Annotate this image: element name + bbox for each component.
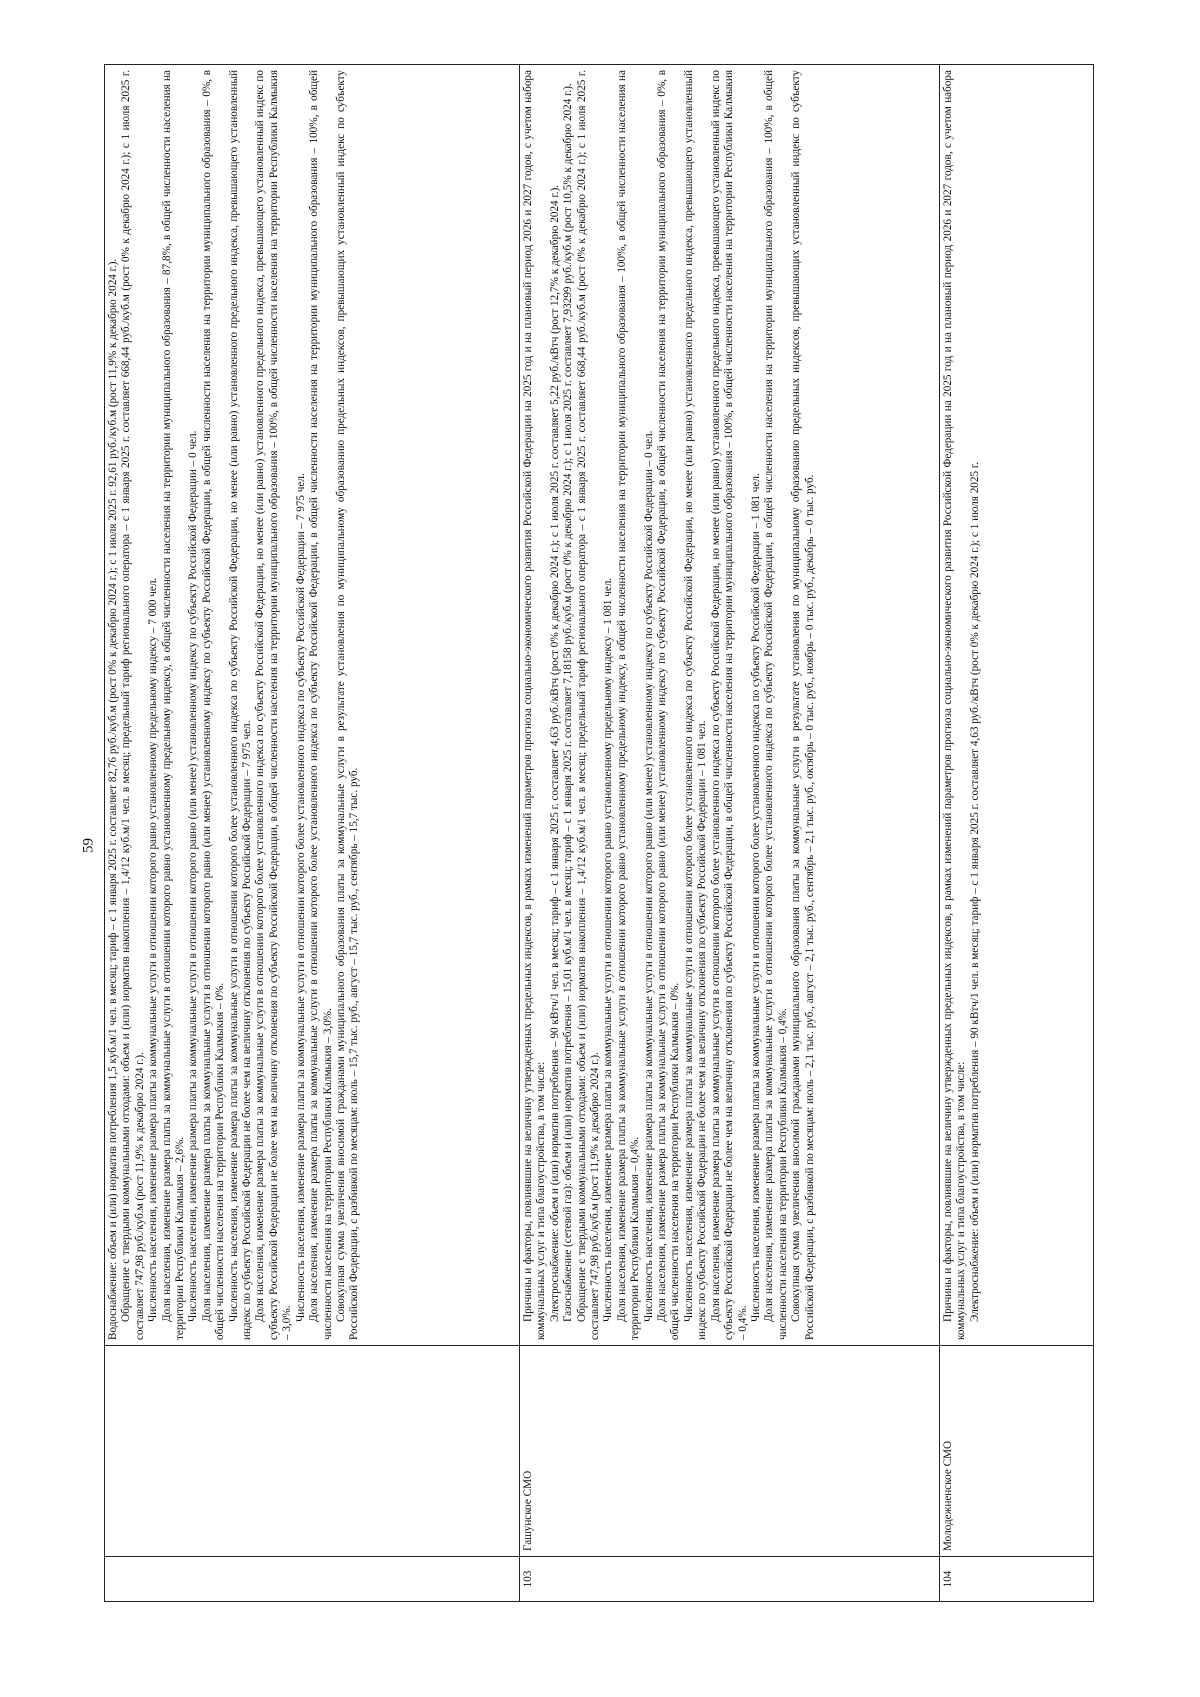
paragraph: Причины и факторы, повлиявшие на величину утвержденных предельных индексов, в рамках изменений параметров прогноза социально-экономического развития Российской Федерации на 2025 год и на плановый период 2026 и 2027 годов, с учетом набора коммунальных услуг и типа благоустройства, в том числе: xyxy=(942,70,968,1340)
paragraph: Водоснабжение: объем и (или) норматив потребления 1,5 куб.м/1 чел. в месяц; тариф – с 1 января 2025 г. составляет 82,76 руб./куб.м (рост 0% к декабрю 2024 г.); с 1 июля 2025 г. 92,61 руб./куб.м (рост 11,9% к декабрю 2024 г.). xyxy=(107,258,119,1340)
municipality-name-cell: Молодежненское СМО xyxy=(940,1346,1094,1557)
paragraph: Численность населения, изменение размера платы за коммунальные услуги в отношении которого равно (или менее) установленному индексу по субъекту Российской Федерации – 0 чел. xyxy=(187,430,200,1322)
paragraph: Численность населения, изменение размера платы за коммунальные услуги в отношении которого более установленного индекса по субъекту Российской Федерации – 1 081 чел. xyxy=(749,473,762,1322)
paragraph: Доля населения, изменение размера платы за коммунальные услуги в отношении которого равно (или менее) установленному индексу по субъекту Российской Федерации, в общей численности населения на территории муниципального образования – 0%, в общей численности населения на территории Республики Калмыкия – 0%. xyxy=(656,70,682,1340)
table-row xyxy=(940,65,1094,1602)
description-cell xyxy=(940,65,1094,1346)
paragraph: Электроснабжение: объем и (или) норматив потребления – 90 кВтч/1 чел. в месяц; тариф – с 1 января 2025 г. составляет 4,63 руб./кВтч (рост 0% к декабрю 2024 г.); с 1 июля 2025 г. составляет 5,22 руб./кВтч (рост 12,7% к декабрю 2024 г.). xyxy=(548,184,561,1322)
paragraph: Численность населения, изменение размера платы за коммунальные услуги в отношении которого равно (или менее) установленному индексу по субъекту Российской Федерации – 0 чел. xyxy=(642,430,655,1322)
paragraph: Численность населения, изменение размера платы за коммунальные услуги в отношении которого равно установленному предельному индексу – 7 000 чел. xyxy=(147,577,160,1322)
row-number-cell: 104 xyxy=(940,1557,1094,1602)
paragraph: Газоснабжение (сетевой газ): объем и (или) норматив потребления – 15,01 куб.м/1 чел. в месяц; тариф – с 1 января 2025 г. составляет 7,18158 руб./куб.м (рост 0% к декабрю 2024 г.); с 1 июля 2025 г. составляет 7,93299 руб./куб.м (рост 10,5% к декабрю 2024 г.). xyxy=(562,83,575,1322)
row-number-cell xyxy=(105,1557,520,1602)
paragraph: Доля населения, изменение размера платы за коммунальные услуги в отношении которого более установленного индекса по субъекту Российской Федерации, но менее (или равно) установленного предельного индекса, превышающего установленный индекс по субъекту Российской Федерации не более чем на величину отклонения по субъекту Российской Федерации, в общей численности населения на территории муниципального образования – 100%, в общей численности населения на территории Республики Калмыкия – 3,0%. xyxy=(254,70,294,1340)
paragraph: Численность населения, изменение размера платы за коммунальные услуги в отношении которого более установленного индекса по субъекту Российской Федерации, но менее (или равно) установленного предельного индекса, превышающего установленный индекс по субъекту Российской Федерации не более чем на величину отклонения по субъекту Российской Федерации – 7 975 чел. xyxy=(227,70,254,1340)
row-number-cell: 103 xyxy=(520,1557,940,1602)
paragraph: Численность населения, изменение размера платы за коммунальные услуги в отношении которого равно установленному предельному индексу – 1 081 чел. xyxy=(602,577,615,1322)
paragraph: Доля населения, изменение размера платы за коммунальные услуги в отношении которого равно установленному предельному индексу, в общей численности населения на территории муниципального образования – 100%, в общей численности населения на территории Республики Калмыкия – 0,4%. xyxy=(615,70,642,1340)
paragraph: Обращение с твердыми коммунальными отходами: объем и (или) норматив накопления – 1,4/12 куб.м/1 чел. в месяц; предельный тариф регионального оператора – с 1 января 2025 г. составляет 668,44 руб./куб.м (рост 0% к декабрю 2024 г.); с 1 июля 2025 г. составляет 747,98 руб./куб.м (рост 11,9% к декабрю 2024 г.). xyxy=(575,70,602,1340)
paragraph: Доля населения, изменение размера платы за коммунальные услуги в отношении которого равно установленному предельному индексу, в общей численности населения на территории муниципального образования – 87,8%, в общей численности населения на территории Республики Калмыкия – 2,6%. xyxy=(160,70,187,1340)
paragraph: Доля населения, изменение размера платы за коммунальные услуги в отношении которого более установленного индекса по субъекту Российской Федерации, в общей численности населения на территории муниципального образования – 100%, в общей численности населения на территории Республики Калмыкия – 0,4%. xyxy=(763,70,789,1340)
paragraph: Численность населения, изменение размера платы за коммунальные услуги в отношении которого более установленного индекса по субъекту Российской Федерации, но менее (или равно) установленного предельного индекса, превышающего установленный индекс по субъекту Российской Федерации не более чем на величину отклонения по субъекту Российской Федерации – 1 081 чел. xyxy=(682,70,709,1340)
description-cell xyxy=(520,65,940,1346)
paragraph: Доля населения, изменение размера платы за коммунальные услуги в отношении которого более установленного индекса по субъекту Российской Федерации, но менее (или равно) установленного предельного индекса, превышающего установленный индекс по субъекту Российской Федерации не более чем на величину отклонения по субъекту Российской Федерации, в общей численности населения на территории муниципального образования – 100%, в общей численности населения на территории Республики Калмыкия – 0,4%. xyxy=(709,70,749,1340)
paragraph: Электроснабжение: объем и (или) норматив потребления – 90 кВтч/1 чел. в месяц; тариф – с 1 января 2025 г. составляет 4,63 руб./кВтч (рост 0% к декабрю 2024 г.); с 1 июля 2025 г. xyxy=(968,462,981,1322)
table-row xyxy=(105,65,520,1602)
municipality-name-cell: Гашунское СМО xyxy=(520,1346,940,1557)
paragraph: Численность населения, изменение размера платы за коммунальные услуги в отношении которого более установленного индекса по субъекту Российской Федерации – 7 975 чел. xyxy=(294,473,307,1322)
description-cell xyxy=(105,65,520,1346)
municipality-name-cell xyxy=(105,1346,520,1557)
paragraph: Причины и факторы, повлиявшие на величину утвержденных предельных индексов, в рамках изменений параметров прогноза социально-экономического развития Российской Федерации на 2025 год и на плановый период 2026 и 2027 годов, с учетом набора коммунальных услуг и типа благоустройства, в том числе: xyxy=(522,70,548,1340)
paragraph: Обращение с твердыми коммунальными отходами: объем и (или) норматив накопления – 1,4/12 куб.м/1 чел. в месяц; предельный тариф регионального оператора – с 1 января 2025 г. составляет 668,44 руб./куб.м (рост 0% к декабрю 2024 г.); с 1 июля 2025 г. составляет 747,98 руб./куб.м (рост 11,9% к декабрю 2024 г.). xyxy=(120,70,146,1340)
paragraph: Доля населения, изменение размера платы за коммунальные услуги в отношении которого равно (или менее) установленному индексу по субъекту Российской Федерации, в общей численности населения на территории муниципального образования – 0%, в общей численности населения на территории Республики Калмыкия – 0%. xyxy=(200,70,227,1340)
paragraph: Совокупная сумма увеличения вносимой гражданами муниципального образования платы за коммунальные услуги в результате установления по муниципальному образованию предельных индексов, превышающих установленный индекс по субъекту Российской Федерации, с разбивкой по месяцам: июль – 15,7 тыс. руб., август – 15,7 тыс. руб., сентябрь – 15,7 тыс. руб. xyxy=(334,70,361,1340)
paragraph: Доля населения, изменение размера платы за коммунальные услуги в отношении которого более установленного индекса по субъекту Российской Федерации, в общей численности населения на территории муниципального образования – 100%, в общей численности населения на территории Республики Калмыкия – 3,0%. xyxy=(308,70,334,1340)
municipal-index-table xyxy=(104,64,1094,1602)
page-number: 59 xyxy=(80,838,97,853)
paragraph: Совокупная сумма увеличения вносимой гражданами муниципального образования платы за коммунальные услуги в результате установления по муниципальному образованию предельных индексов, превышающих установленный индекс по субъекту Российской Федерации, с разбивкой по месяцам: июль – 2,1 тыс. руб., август – 2,1 тыс. руб., сентябрь – 2,1 тыс. руб., октябрь – 0 тыс. руб., ноябрь – 0 тыс. руб., декабрь – 0 тыс. руб. xyxy=(790,70,816,1340)
rotated-page-content xyxy=(104,64,1093,1602)
table-row xyxy=(520,65,940,1602)
